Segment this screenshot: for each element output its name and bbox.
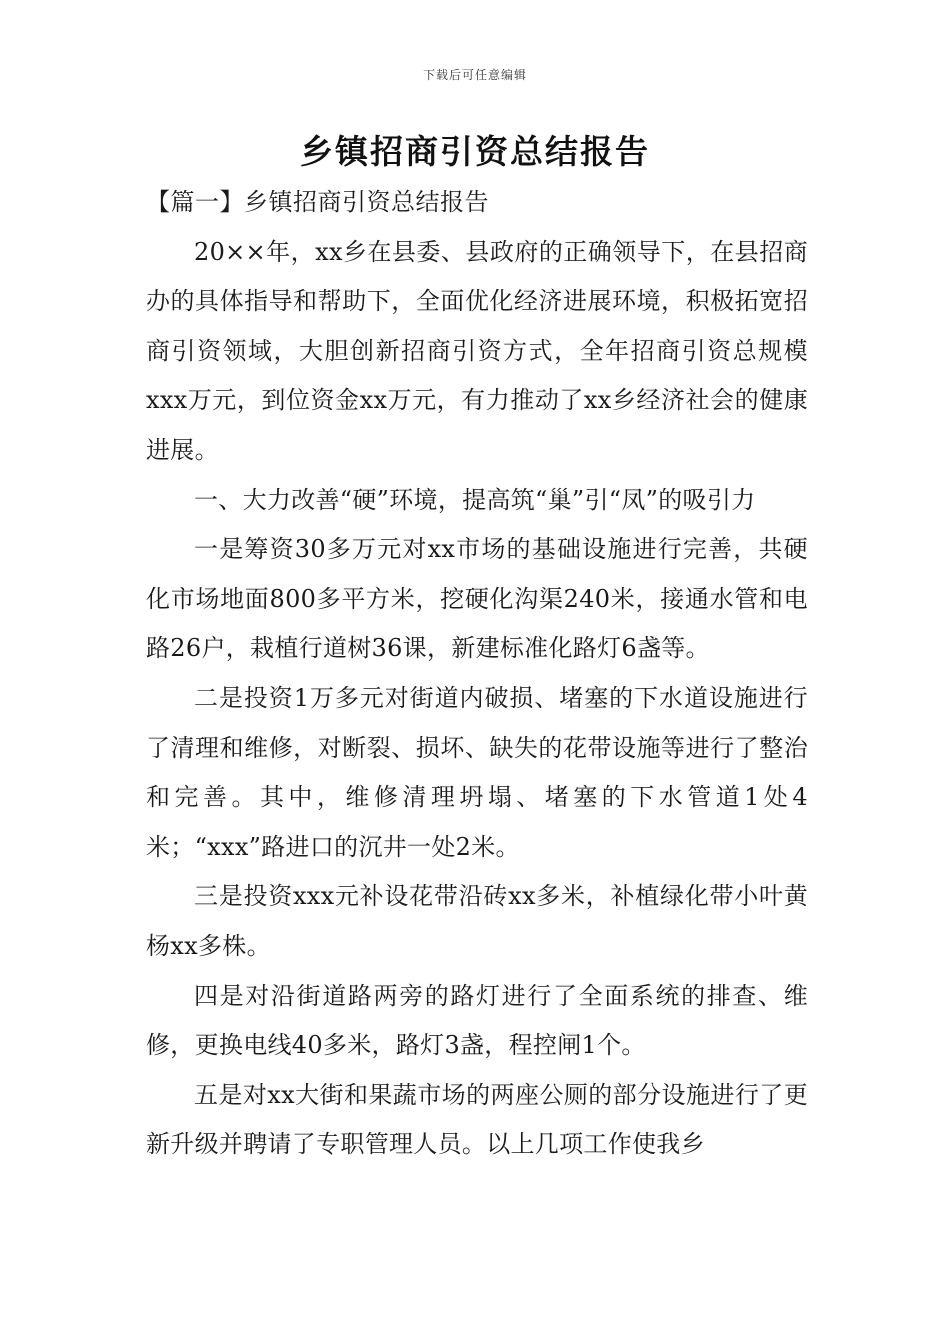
section-heading: 【篇一】乡镇招商引资总结报告 <box>146 188 489 216</box>
paragraph-item-1: 一是筹资30多万元对xx市场的基础设施进行完善，共硬化市场地面800多平方米，挖硬化沟渠240米，接通水管和电路26户，栽植行道树36课，新建标准化路灯6盏等。 <box>146 535 808 663</box>
paragraph-item-2: 二是投资1万多元对街道内破损、堵塞的下水道设施进行了清理和维修，对断裂、损坏、缺失的花带设施等进行了整治和完善。其中，维修清理坍塌、堵塞的下水管道1处4米；“xxx”路进口的沉井一处2米。 <box>146 683 808 861</box>
paragraph-intro: 20××年，xx乡在县委、县政府的正确领导下，在县招商办的具体指导和帮助下，全面优化经济进展环境，积极拓宽招商引资领域，大胆创新招商引资方式，全年招商引资总规模xxx万元，到位资金xx万元，有力推动了xx乡经济社会的健康进展。 <box>146 237 808 464</box>
paragraph-subheading: 一、大力改善“硬”环境，提高筑“巢”引“凤”的吸引力 <box>194 485 756 514</box>
paragraph-item-3: 三是投资xxx元补设花带沿砖xx多米，补植绿化带小叶黄杨xx多株。 <box>146 882 808 960</box>
document-title: 乡镇招商引资总结报告 <box>300 132 650 171</box>
paragraph-item-4: 四是对沿街道路两旁的路灯进行了全面系统的排查、维修，更换电线40多米，路灯3盏，程控闸1个。 <box>146 981 808 1060</box>
header-note: 下载后可任意编辑 <box>422 68 527 82</box>
document-body <box>146 178 808 1170</box>
paragraph-item-5: 五是对xx大街和果蔬市场的两座公厕的部分设施进行了更新升级并聘请了专职管理人员。以上几项工作使我乡 <box>146 1080 808 1159</box>
